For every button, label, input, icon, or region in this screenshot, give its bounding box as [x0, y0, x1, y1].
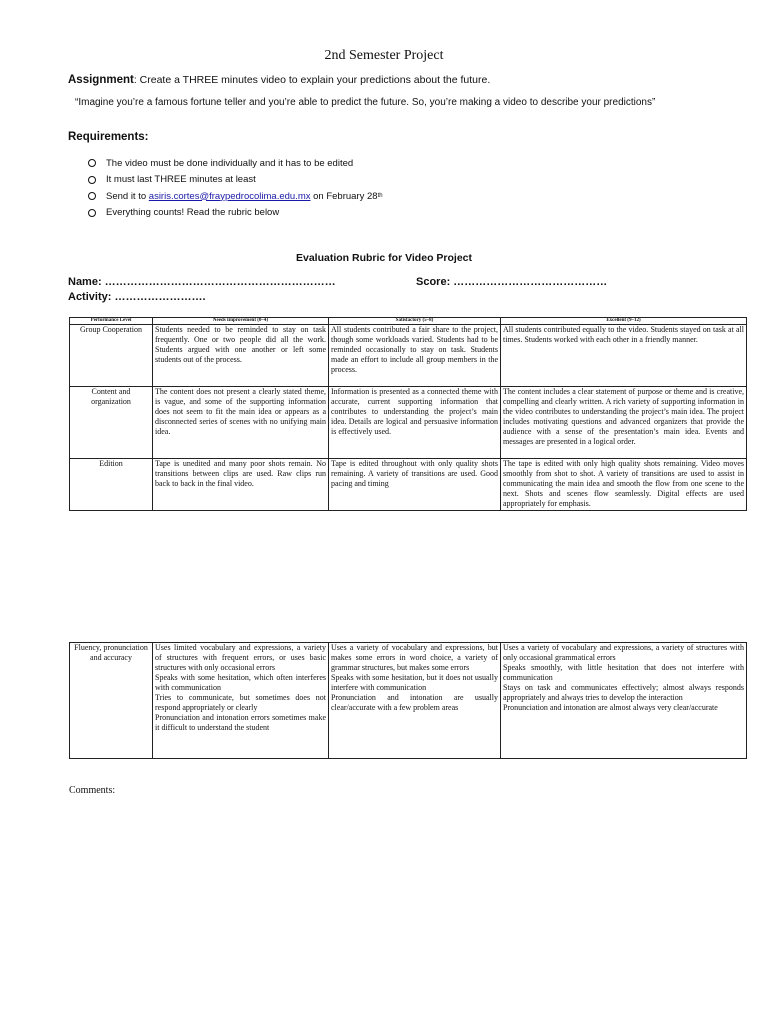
requirements-heading: Requirements: [68, 131, 149, 143]
criterion-cell: Group Cooperation [70, 325, 153, 387]
criterion-cell: Fluency, pronunciation and accuracy [70, 643, 153, 759]
email-link[interactable]: asiris.cortes@fraypedrocolima.edu.mx [148, 190, 311, 202]
column-header: Satisfactory (5–8) [329, 318, 501, 325]
circle-bullet-icon [88, 209, 96, 217]
criterion-cell: Content and organization [70, 387, 153, 459]
circle-bullet-icon [88, 176, 96, 184]
circle-bullet-icon [88, 159, 96, 167]
criterion-cell: Edition [70, 459, 153, 511]
assignment [68, 74, 490, 86]
column-header: Excellent (9–12) [501, 318, 747, 325]
needs-cell: Tape is unedited and many poor shots remain. No transitions between clips are used. Raw clips run back to back in the final video. [153, 459, 329, 511]
excellent-cell: Uses a variety of vocabulary and expressions, a variety of structures with only occasional grammatical errors Speaks smoothly, with little hesitation that does not interfere with communication Stays on task and communicates effectively; almost always responds appropriately and always tries to develop the interaction Pronunciation and intonation are almost always very clear/accurate [501, 643, 747, 759]
satisfactory-cell: Information is presented as a connected theme with accurate, current supporting information that contributes to understanding the project’s main idea. Details are logical and persuasive information is effectively used. [329, 387, 501, 459]
assignment-text: : Create a THREE minutes video to explain your predictions about the future. [133, 74, 491, 86]
comments-label: Comments: [69, 785, 116, 796]
satisfactory-cell: Uses a variety of vocabulary and expressions, but makes some errors in word choice, a variety of grammar structures, but makes some errors Speaks with some hesitation, but it does not usually interfere with communication Pronunciation and intonation are usually clear/accurate with a few problem areas [329, 643, 501, 759]
rubric-table-fluency [69, 642, 747, 759]
assignment-quote: “Imagine you’re a famous fortune teller and you’re able to predict the future. So, you’re making a video to describe your predictions” [75, 97, 656, 108]
rubric-table [69, 317, 747, 511]
score-field: Score: …………………………………… [416, 276, 608, 288]
satisfactory-cell: Tape is edited throughout with only quality shots remaining. A variety of transitions are used. Good pacing and timing [329, 459, 501, 511]
needs-cell: The content does not present a clearly stated theme, is vague, and some of the supporting information does not seem to fit the main idea or appears as a disconnected series of scenes with no unifying main idea. [153, 387, 329, 459]
column-header: Performance Level [70, 318, 153, 325]
requirement-item: It must last THREE minutes at least [88, 172, 383, 189]
rubric-heading: Evaluation Rubric for Video Project [295, 252, 472, 264]
page-title: 2nd Semester Project [324, 48, 444, 63]
column-header: Needs Improvement (0–4) [153, 318, 329, 325]
rubric-header-row [70, 318, 747, 325]
activity-field: Activity: ……………………. [68, 291, 206, 303]
needs-cell: Students needed to be reminded to stay on task frequently. One or two people did all the work. Students argued with one another or left some students out of the process. [153, 325, 329, 387]
table-row [70, 459, 747, 511]
requirement-item: Send it to asiris.cortes@fraypedrocolima.edu.mx on February 28 th [88, 188, 383, 205]
requirement-item: Everything counts! Read the rubric below [88, 205, 383, 222]
excellent-cell: All students contributed equally to the video. Students stayed on task at all times. Students worked with each other in a friendly manner. [501, 325, 747, 387]
requirements-list [88, 155, 383, 221]
excellent-cell: The content includes a clear statement of purpose or theme and is creative, compelling and clearly written. A rich variety of supporting information in the video contributes to understanding the project’s main idea. The project includes motivating questions and advanced organizers that provide the audience with a sense of the presentation’s main idea. Events and messages are presented in a logical order. [501, 387, 747, 459]
circle-bullet-icon [88, 192, 96, 200]
satisfactory-cell: All students contributed a fair share to the project, though some workloads varied. Students had to be reminded occasionally to stay on task. Students made an effort to include all group members in the process. [329, 325, 501, 387]
table-row [70, 387, 747, 459]
assignment-label: Assignment [68, 74, 134, 86]
table-row [70, 325, 747, 387]
requirement-item: The video must be done individually and it has to be edited [88, 155, 383, 172]
needs-cell: Uses limited vocabulary and expressions, a variety of structures with frequent errors, or uses basic structures with only occasional errors Speaks with some hesitation, which often interferes with communication Tries to communicate, but sometimes does not respond appropriately or clearly Pronunciation and intonation errors sometimes make it difficult to understand the student [153, 643, 329, 759]
table-row [70, 643, 747, 759]
excellent-cell: The tape is edited with only high quality shots remaining. Video moves smoothly from shot to shot. A variety of transitions are used to assist in communicating the main idea and smooth the flow from one scene to the next. Shots and scenes flow seamlessly. Digital effects are used appropriately for emphasis. [501, 459, 747, 511]
name-field: Name: ……………………………………………………… [68, 276, 336, 288]
